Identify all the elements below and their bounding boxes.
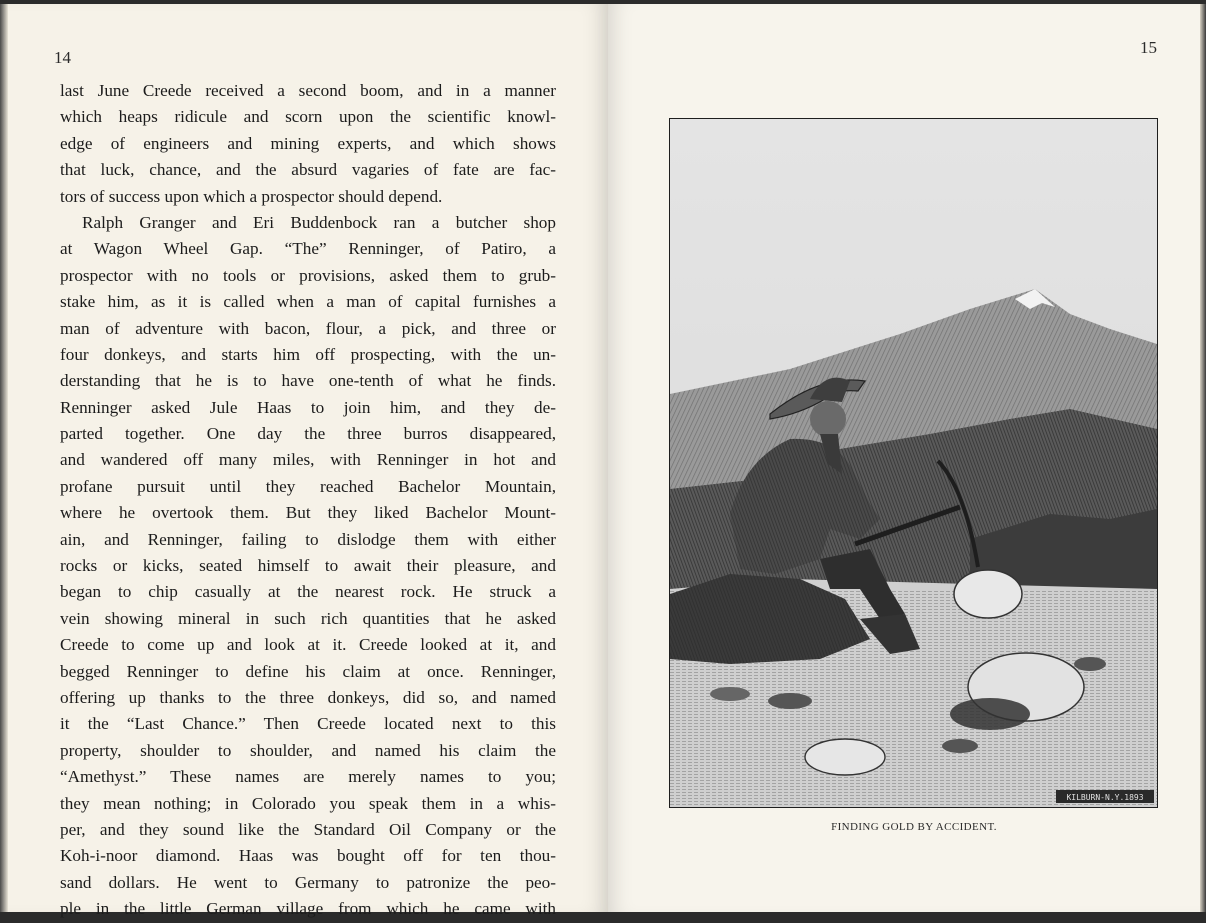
text-line: ple in the little German village from which he came with [60,899,556,919]
text-line: tors of success upon which a prospector should depend. [60,186,443,206]
text-line: Koh-i-noor diamond. Haas was bought off for ten thou- [60,846,556,866]
text-line: “Amethyst.” These names are merely names to you; [60,767,556,787]
text-line: it the “Last Chance.” Then Creede located next to this [60,714,556,734]
page-number-right: 15 [1140,38,1157,57]
text-line: began to chip casually at the nearest rock. He struck a [60,582,556,602]
text-line: rocks or kicks, seated himself to await their pleasure, and [60,556,556,576]
text-line: last June Creede received a second boom, and in a manner [60,81,556,100]
rock [954,570,1022,618]
text-line: man of adventure with bacon, flour, a pick, and three or [60,318,556,338]
text-line: four donkeys, and starts him off prospecting, with the un- [60,344,556,364]
engraver-signature-text: KILBURN-N.Y.1893 [1066,793,1144,802]
text-line: derstanding that he is to have one-tenth of what he finds. [60,371,556,391]
rock [805,739,885,775]
engraving-image [670,119,1157,807]
text-line: sand dollars. He went to Germany to patronize the peo- [60,872,556,892]
page-edge-right [1200,4,1206,912]
text-line: property, shoulder to shoulder, and named his claim the [60,740,556,760]
text-line: they mean nothing; in Colorado you speak them in a whis- [60,793,556,813]
text-line: profane pursuit until they reached Bachelor Mountain, [60,476,556,496]
illustration-prospector [669,118,1158,808]
text-line: Renninger asked Jule Haas to join him, and they de- [60,397,556,417]
text-line: vein showing mineral in such rich quantities that he asked [60,608,556,628]
book-spread [0,4,1206,919]
figure-caption: FINDING GOLD BY ACCIDENT. [831,821,997,833]
page-edge-left [0,4,8,912]
text-line: parted together. One day the three burros disappeared, [60,424,556,444]
text-line: which heaps ridicule and scorn upon the scientific knowl- [60,107,556,127]
text-line: where he overtook them. But they liked Bachelor Mount- [60,503,556,523]
page-number-left: 14 [54,48,71,67]
text-line: Ralph Granger and Eri Buddenbock ran a butcher shop [82,212,556,232]
text-line: ain, and Renninger, failing to dislodge them with either [60,529,556,549]
text-line: edge of engineers and mining experts, and which shows [60,133,556,153]
text-line: at Wagon Wheel Gap. “The” Renninger, of Patiro, a [60,239,556,259]
text-line: Creede to come up and look at it. Creede looked at it, and [60,635,556,655]
text-line: that luck, chance, and the absurd vagaries of fate are fac- [60,160,556,180]
text-line: and wandered off many miles, with Renninger in hot and [60,450,556,470]
text-line: stake him, as it is called when a man of capital furnishes a [60,292,556,312]
text-line: begged Renninger to define his claim at once. Renninger, [60,661,556,681]
text-line: per, and they sound like the Standard Oil Company or the [60,819,556,839]
text-line: offering up thanks to the three donkeys, did so, and named [60,687,556,707]
text-line: prospector with no tools or provisions, asked them to grub- [60,265,556,285]
left-page-text [60,78,556,923]
